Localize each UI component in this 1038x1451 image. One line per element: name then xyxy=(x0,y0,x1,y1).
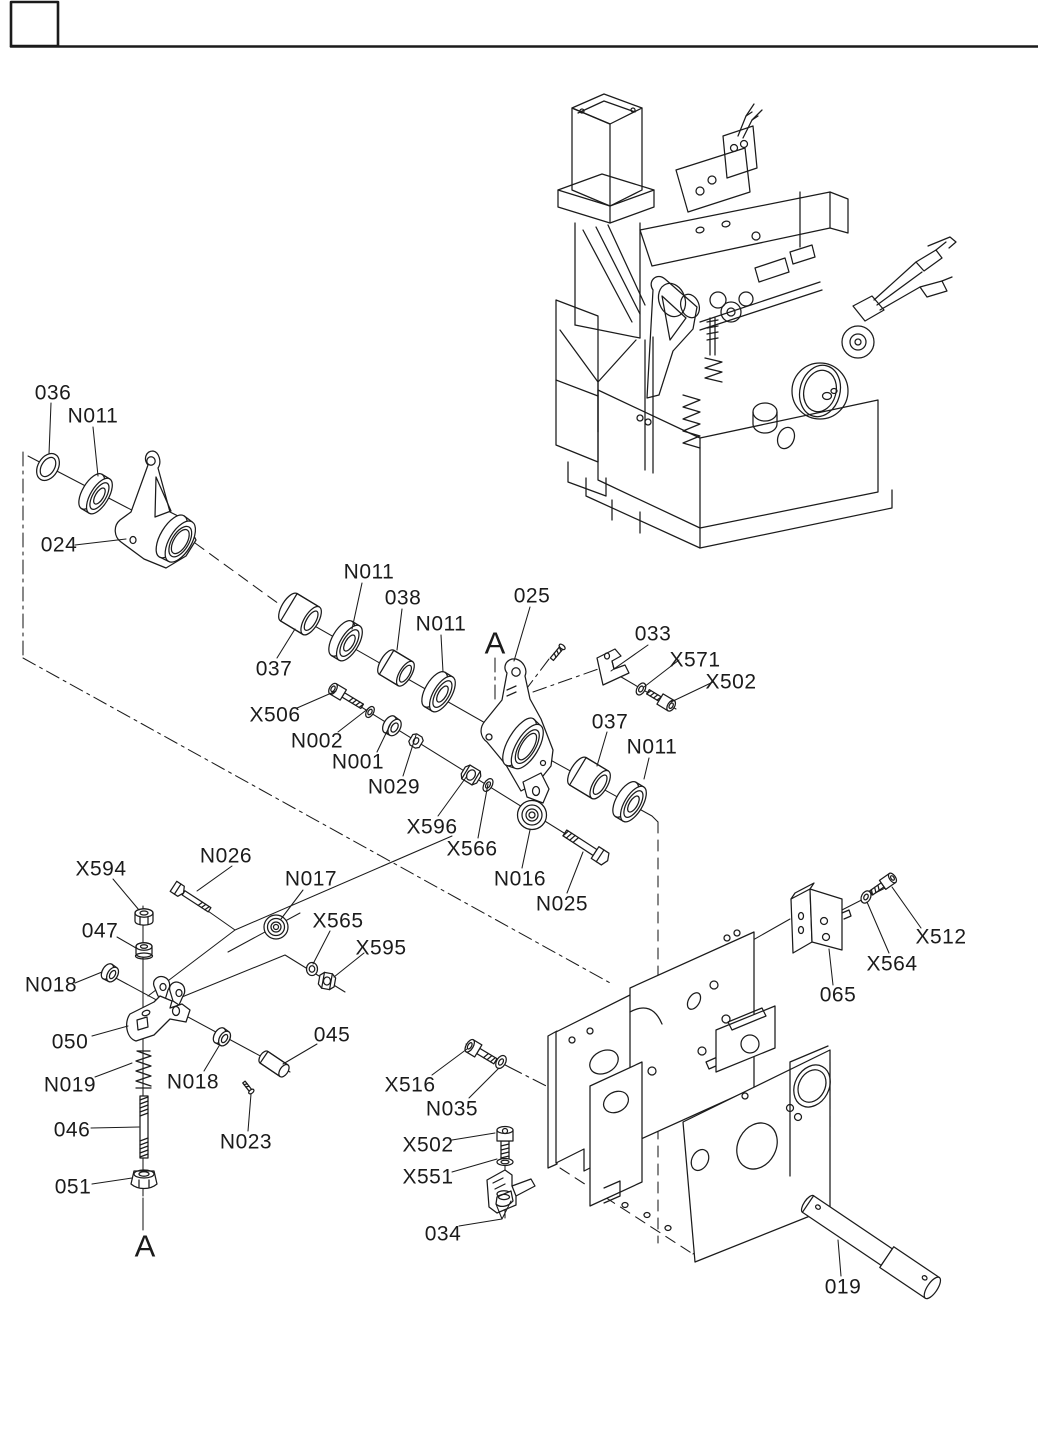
part-033-clip xyxy=(597,649,629,685)
part-label-x506: X506 xyxy=(249,703,301,727)
part-n023-screw xyxy=(242,1080,255,1095)
part-label-x596: X596 xyxy=(406,815,458,839)
part-037-bushing-1 xyxy=(275,590,326,638)
page-frame xyxy=(11,2,1038,47)
part-label-n025: N025 xyxy=(535,892,589,916)
part-x571-washer xyxy=(634,681,648,696)
part-024-bracket xyxy=(115,451,202,568)
part-label-037-2: 037 xyxy=(591,710,629,734)
part-x551-washer xyxy=(497,1159,513,1166)
part-label-046: 046 xyxy=(53,1118,91,1142)
part-038-bushing xyxy=(374,647,418,689)
part-label-x566: X566 xyxy=(446,837,498,861)
part-label-x502-2: X502 xyxy=(402,1133,454,1157)
part-label-n023: N023 xyxy=(219,1130,273,1154)
part-x596-nut xyxy=(459,764,483,787)
corner-box xyxy=(11,2,58,46)
part-label-x502-1: X502 xyxy=(705,670,757,694)
part-label-n011-1: N011 xyxy=(67,404,119,428)
part-label-n029: N029 xyxy=(367,775,421,799)
part-n018-bushing-2 xyxy=(211,1026,233,1049)
part-051-nut xyxy=(131,1170,157,1189)
machine-assembly-view xyxy=(556,94,956,548)
part-label-n035: N035 xyxy=(425,1097,479,1121)
part-label-n011-3: N011 xyxy=(415,612,467,636)
part-n026-bolt xyxy=(170,881,213,914)
part-x506-screw xyxy=(327,682,365,712)
part-050-lever xyxy=(127,977,190,1041)
part-label-n018-1: N018 xyxy=(24,973,78,997)
part-label-047: 047 xyxy=(81,919,119,943)
part-045-pin xyxy=(257,1049,291,1079)
part-x595-nut xyxy=(318,972,337,991)
part-046-rod xyxy=(140,1096,148,1158)
part-n025-bolt xyxy=(561,827,611,867)
part-label-n026: N026 xyxy=(199,844,253,868)
part-047-nut xyxy=(136,943,153,959)
part-label-n002: N002 xyxy=(290,729,344,753)
section-marker-a-top: A xyxy=(484,625,506,661)
part-037-bushing-2 xyxy=(564,754,615,802)
part-label-x516: X516 xyxy=(384,1073,436,1097)
part-034-clamp xyxy=(487,1170,535,1213)
part-label-x595: X595 xyxy=(355,936,407,960)
part-label-034: 034 xyxy=(424,1222,462,1246)
part-label-x512: X512 xyxy=(915,925,967,949)
part-065-bracket xyxy=(791,883,851,953)
part-label-050: 050 xyxy=(51,1030,89,1054)
part-label-n018-2: N018 xyxy=(166,1070,220,1094)
part-n017-roller xyxy=(264,915,288,939)
part-label-045: 045 xyxy=(313,1023,351,1047)
part-n001-bearing xyxy=(380,713,404,738)
part-label-n011-2: N011 xyxy=(343,560,395,584)
part-label-037-1: 037 xyxy=(255,657,293,681)
part-label-036: 036 xyxy=(34,381,72,405)
part-x502-screw-bottom xyxy=(497,1127,513,1161)
part-n011-bearing-2 xyxy=(324,617,368,665)
part-label-051: 051 xyxy=(54,1175,92,1199)
part-n011-bearing-1 xyxy=(74,470,118,518)
base-frame-plates xyxy=(548,930,837,1262)
part-label-019: 019 xyxy=(824,1275,862,1299)
part-label-033: 033 xyxy=(634,622,672,646)
part-label-n017: N017 xyxy=(284,867,338,891)
part-label-n011-4: N011 xyxy=(626,735,678,759)
part-036-ring xyxy=(32,449,64,484)
part-n002-washer xyxy=(364,705,376,719)
frame-block-middle xyxy=(590,1062,642,1206)
part-n011-bearing-3 xyxy=(417,668,461,716)
part-n035-washer xyxy=(494,1054,509,1071)
part-label-024: 024 xyxy=(40,533,78,557)
part-n018-bushing-1 xyxy=(99,962,121,985)
part-n011-bearing-4 xyxy=(608,778,652,826)
part-x516-screw xyxy=(463,1038,499,1067)
part-label-n019: N019 xyxy=(43,1073,97,1097)
part-set-screw xyxy=(549,643,566,661)
part-label-x564: X564 xyxy=(866,952,918,976)
part-label-038: 038 xyxy=(384,586,422,610)
part-x502-screw-top xyxy=(645,687,677,713)
part-label-x551: X551 xyxy=(402,1165,454,1189)
section-marker-a-bottom: A xyxy=(134,1228,156,1264)
part-label-n001: N001 xyxy=(331,750,385,774)
part-label-065: 065 xyxy=(819,983,857,1007)
part-label-x565: X565 xyxy=(312,909,364,933)
part-x565-washer xyxy=(307,963,318,976)
part-x594-nut xyxy=(135,909,153,925)
part-n016-roller xyxy=(518,801,547,830)
part-label-x594: X594 xyxy=(75,857,127,881)
part-label-x571: X571 xyxy=(669,648,721,672)
part-019-shaft xyxy=(798,1191,944,1301)
part-label-n016: N016 xyxy=(493,867,547,891)
part-x512-screw xyxy=(868,872,898,898)
part-label-025: 025 xyxy=(513,584,551,608)
